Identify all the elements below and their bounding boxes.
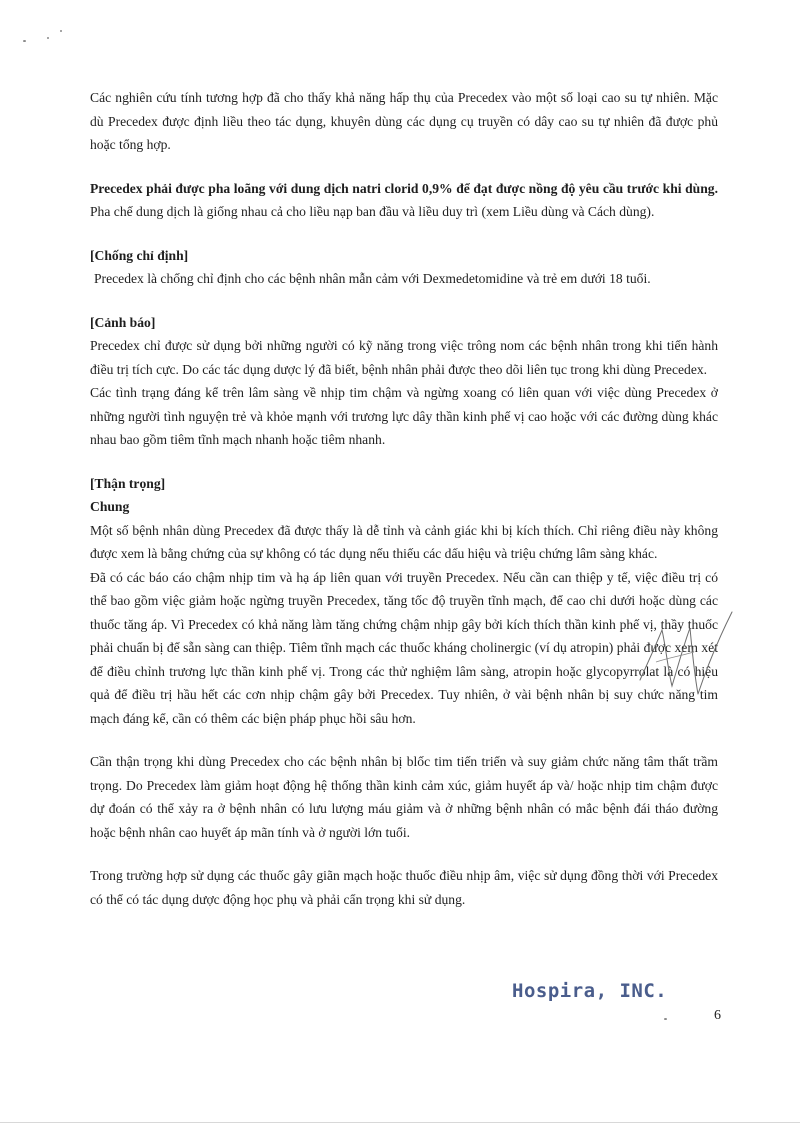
scan-speck [60, 30, 62, 32]
paragraph-warning-1: Precedex chỉ được sử dụng bởi những người có kỹ năng trong việc trông nom các bệnh nhân trong khi tiến hành điều trị tích cực. Do các tác dụng dược lý đã biết, bệnh nhân phải được theo dõi liên tục trong khi dùng Precedex. [90, 338, 718, 377]
paragraph-contraindications: Precedex là chống chỉ định cho các bệnh nhân mẫn cảm với Dexmedetomidine và trẻ em dưới 18 tuổi. [94, 271, 651, 286]
handwritten-signature [628, 600, 738, 710]
scan-speck [23, 40, 26, 42]
paragraph-precaution-3: Cần thận trọng khi dùng Precedex cho các bệnh nhân bị blốc tim tiến triển và suy giảm chức năng tâm thất trầm trọng. Do Precedex làm giảm hoạt động hệ thống thần kinh cảm xúc, giảm huyết áp và/ hoặc nhịp tim chậm được dự đoán có thể xảy ra ở bệnh nhân có lưu lượng máu giảm và ở những bệnh nhân có mắc bệnh đái tháo đường hoặc bệnh nhân cao huyết áp mãn tính và ở người lớn tuổi. [90, 754, 718, 840]
scan-speck [47, 37, 49, 39]
heading-warnings: [Cảnh báo] [90, 314, 156, 330]
page-number: 6 [714, 1008, 721, 1023]
heading-precautions: [Thận trọng] [90, 475, 166, 491]
page-edge-line [0, 1122, 800, 1123]
paragraph-dilution [90, 177, 718, 224]
scan-speck [664, 1018, 667, 1020]
dilution-detail: Pha chế dung dịch là giống nhau cả cho liều nạp ban đầu và liều duy trì (xem Liều dùng và Cách dùng). [90, 204, 655, 219]
paragraph-precaution-1: Một số bệnh nhân dùng Precedex đã được thấy là dễ tỉnh và cảnh giác khi bị kích thích. Chỉ riêng điều này không được xem là bằng chứng của sự không có tác dụng nếu thiếu các dấu hiệu và triệu chứng lâm sàng khác. [90, 522, 718, 561]
paragraph-warning-2: Các tình trạng đáng kể trên lâm sàng về nhịp tim chậm và ngừng xoang có liên quan với việc dùng Precedex ở những người tình nguyện trẻ và khỏe mạnh với trương lực dây thần kinh phế vị cao hoặc với các đường dùng khác nhau bao gồm tiêm tĩnh mạch nhanh hoặc tiêm nhanh. [90, 385, 718, 447]
subheading-general: Chung [90, 499, 130, 514]
paragraph-compatibility: Các nghiên cứu tính tương hợp đã cho thấy khả năng hấp thụ của Precedex vào một số loại cao su tự nhiên. Mặc dù Precedex được định liều theo tác dụng, khuyên dùng các dụng cụ truyền có dây cao su tự nhiên đã được phủ hoặc tổng hợp. [90, 90, 718, 152]
document-body [90, 86, 718, 911]
paragraph-precaution-2: Đã có các báo cáo chậm nhịp tim và hạ áp liên quan với truyền Precedex. Nếu cần can thiệp y tế, việc điều trị có thể bao gồm việc giảm hoặc ngừng truyền Precedex, tăng tốc độ truyền tĩnh mạch, để cao chi dưới hoặc dùng các thuốc tăng áp. Vì Precedex có khả năng làm tăng chứng chậm nhịp gây bởi kích thích thần kinh phế vị, thầy thuốc phải chuẩn bị để sẵn sàng can thiệp. Tiêm tĩnh mạch các thuốc kháng cholinergic (ví dụ atropin) phải được xem xét để điều chỉnh trương lực thần kinh phế vị. Trong các thử nghiệm lâm sàng, atropin hoặc glycopyrrolat là có hiệu quả để điều trị hầu hết các cơn nhịp chậm gây bởi Precedex. Tuy nhiên, ở vài bệnh nhân bị suy chức năng tim mạch đáng kể, cần có thêm các biện pháp phục hồi sâu hơn. [90, 569, 718, 726]
paragraph-precaution-4: Trong trường hợp sử dụng các thuốc gây giãn mạch hoặc thuốc điều nhịp âm, việc sử dụng đồng thời với Precedex có thể có tác dụng dược động học phụ và phải cẩn trọng khi sử dụng. [90, 868, 718, 907]
heading-contraindications: [Chống chỉ định] [90, 247, 189, 263]
company-stamp: Hospira, INC. [512, 980, 668, 1002]
dilution-emphasis: Precedex phải được pha loãng với dung dịch natri clorid 0,9% để đạt được nồng độ yêu cầu trước khi dùng. [90, 180, 718, 196]
